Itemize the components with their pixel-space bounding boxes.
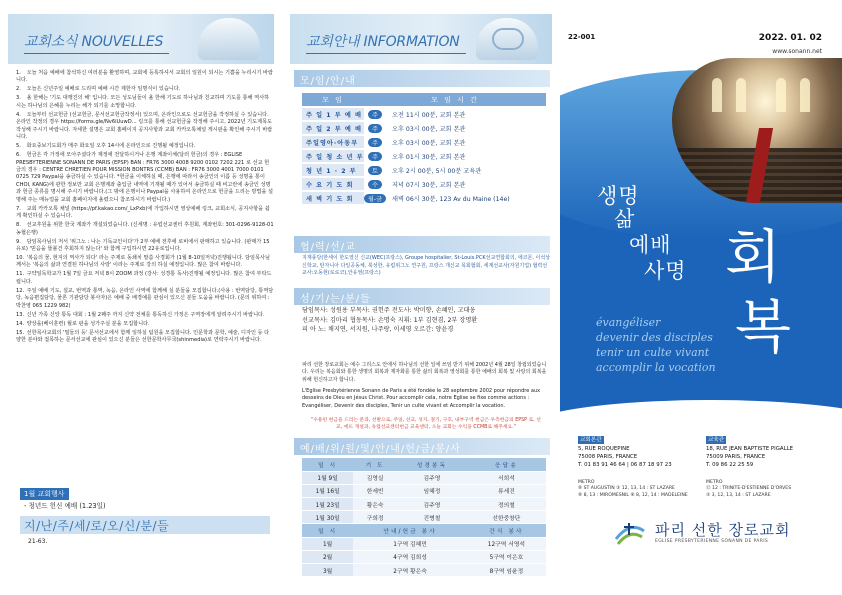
duty-cell: 류세진 [467, 484, 546, 497]
motto-line: accomplir la vocation [596, 360, 716, 374]
services-table [302, 91, 546, 206]
notice-text: 올 한해는 '기도 대행진의 해' 입니다. 모든 성도님들이 올 한해 기도로 하나님과 친교하며 기도를 통해 역사하시는 하나님의 은혜를 누리는 해가 되기를 소망합니다. [16, 95, 270, 109]
staff-header [294, 288, 550, 305]
notice-number: 7. [16, 205, 21, 212]
metro-line: METRO [578, 479, 595, 485]
issue-date: 2022. 01. 02 [758, 33, 822, 43]
staff-line: 선교목사: 김마리 협동목사: 손명숙 지휘: 1부 김현겸, 2부 장명환 [302, 316, 478, 324]
service-name: 주 일 1 부 예 배 [302, 108, 364, 120]
notice-item [16, 95, 274, 110]
notice-text: 주일 예배 기도, 설교, 번역과 통역, 녹음, 온라인 사역에 함께해 실 분들을 모집합니다.(사용 : 번역담당, 통역담당, 녹음편집담당, 물론 기관담당 봉사자)은 예배 중 배경예를 관심이 있으신 분들 도움을 바랍니다. (문의 위하여 : 박찬영 065 1229 982) [16, 287, 274, 309]
duty-header-cell: 성경봉독 [397, 458, 467, 471]
service-row [302, 122, 546, 134]
service-name: 주 일 2 부 예 배 [302, 122, 364, 134]
duty-row [302, 471, 546, 484]
duty-cell: 김영실 [353, 471, 397, 484]
duty-cell: 1월 23일 [302, 498, 353, 511]
duty-header-cell: 일 시 [302, 458, 353, 471]
church-logo-icon [612, 517, 648, 549]
duty-cell: 2월 [302, 550, 353, 563]
notice-number: 3. [16, 95, 21, 102]
duty-header-row-2 [302, 524, 546, 537]
duty-cell: 정의철 [467, 498, 546, 511]
service-row [302, 108, 546, 120]
service-row [302, 178, 546, 190]
duty-table [302, 458, 546, 577]
book-icon [198, 18, 260, 60]
duty-cell: 서희석 [467, 471, 546, 484]
notice-text: 헌금은 각 가정에 모아주셨다가 제정에 전달하시거나 은행 계좌이체(달러 헌금)의 경우 : EGLISE PRESBYTERIENNE SONANN DE PARIS (EPSP) BAN : FR76 3000 4008 9200 0102 7202 221 로 선교 헌금의 경우 : CENTRE CHRETIEN POUR MISSION BONTRS (CCMB) BAN : FR76 3000 4001 7000 0101 0725 729 Paypal을 송금하실 수 있습니다. *헌금을 이체하실 때, 은행에 따라서 송금인의 이름 등 성명을 통이 CHOI, KANG)에 관한 정보만 교회 은행계좌 출입금 내역에 기재될 때가 있어서 송금하실 때 비고란에 송금인 성명과 헌금 종류를 명시해 주시기 바랍니다.(그 밖에 은행이나 Paypal을 사용하여 온라인으로 헌금을 드리는 방법을 설명해 주는 매뉴얼을 교회 홈페이지에 올렸으니 참조하시기 바랍니다.) [16, 152, 273, 203]
duty-cell: 1월 9일 [302, 471, 353, 484]
notice-text: 선한목사교회의 '밀들의 등' 문서선교에서 함께 일하실 팀원을 모집합니다. 인문학과 문학, 예술, 디자인 등 다양한 분야와 접목하는 문서선교에 관심이 있으신 분들은 선한문학사무국(shinmedia)로 연락주시기 바랍니다. [16, 329, 270, 344]
notice-item [16, 70, 274, 85]
notice-item [16, 288, 274, 310]
mission-text: 지재풍당(한세이 한도열신 신교(WEC)프랑스), Groupe hospitalier, St-Louis.PCK선교연합회의, 에코몬, 이석상 신학교, 탄자니아 다일공동체, 북성한, 유럽위그노 연구원, 프랑스 개신교 목회협회, 세계선교사(자원기업) 협력선교사:오동현(로로코),안유영(프랑스) [302, 255, 550, 276]
staff-title: 섬/기/는/분/들 [300, 294, 371, 305]
address-main-line: T. 01 83 91 46 64 | 06 87 18 97 23 [578, 461, 672, 468]
notice-number: 12. [16, 287, 25, 294]
duty-header [294, 438, 550, 455]
notice-text: '복음의 물, 현지의 역사가 되다' 라는 주제로 동쇄치 말씀 사경회가 (1월 8-10일저녁)진행됩니다. 담임목사님께서는 '복음의 삶과 연결된 하나님의 사랑' 이라는 주제로 강의 하실 예정입니다. 많은 참여 바랍니다. [16, 255, 270, 269]
notice-item [16, 312, 274, 319]
duty-cell: 임혜정 [397, 484, 467, 497]
mission-title: 협/력/선/교 [300, 242, 356, 253]
news-title: 교회소식 NOUVELLES [24, 31, 163, 51]
notice-list [16, 70, 274, 346]
metro-line: ⑨ ST AUGUSTIN ③ 12, 13, 14 : ST LAZARE [578, 486, 675, 492]
duty-cell: 황은숙 [353, 498, 397, 511]
metro-line: ⑫ 12 : TRINITE-D'ESTIENNE D'ORVES [706, 486, 792, 492]
duty-cell: 선한중창단 [467, 511, 546, 524]
notice-number: 6. [16, 152, 21, 159]
notice-text: 오늘은 신년주일 예배로 드리며 예배 시간 제한자 임명식이 있습니다. [25, 86, 181, 93]
notice-text: 양상을(베이훈련) 월로 판을 성가주실 분을 모집합니다. [25, 320, 150, 327]
duty-cell: 8구역 임윤정 [467, 564, 546, 577]
address-education-line: 18, RUE JEAN BAPTISTE PIGALLE [706, 446, 793, 453]
metro-line: METRO [706, 479, 723, 485]
duty-cell: 구희정 [353, 511, 397, 524]
info-title: 교회안내 INFORMATION [306, 31, 460, 51]
service-time: 새벽 06시 30분, 123 Av du Maine (14e) [392, 195, 510, 203]
notice-number: 8. [16, 222, 21, 229]
address-main-metro [578, 480, 710, 500]
notice-item [16, 152, 274, 204]
service-row [302, 192, 546, 204]
address-education-line: T. 09 86 22 25 59 [706, 461, 754, 468]
notice-number: 10. [16, 255, 25, 262]
duty-header-cell: 기 도 [353, 458, 397, 471]
notice-number: 15. [16, 329, 25, 336]
service-day-badge: 토 [368, 166, 382, 175]
staff-list [302, 306, 550, 335]
duty-row [302, 498, 546, 511]
notice-text: 선교후원을 위한 한국 계좌가 개설되었습니다. (신세명 : 유럽선교센터 후원회, 계좌번호: 301-0296-9128-01 농협은행) [16, 222, 274, 236]
notice-item [16, 271, 274, 286]
service-row [302, 150, 546, 162]
info-panel [282, 0, 560, 595]
slogan-life: 생명 [597, 184, 640, 208]
duty-header-cell: 안내/헌금 봉사 [353, 524, 467, 537]
service-time: 오전 11시 00분, 교회 본관 [392, 111, 466, 119]
service-time: 오후 03시 00분, 교회 본관 [392, 139, 466, 147]
duty-title: 예/배/위/원/및/안/내/헌/금/봉/사 [300, 444, 461, 455]
offering-note: "수용된 헌금을 드리는 분과, 선발으로, 주일, 선교, 성지, 절기, 구호, 내부구역 헌금은 우측헌금의 EPSP 로, 선교, 에뜨 개설과, 유럽선교센터헌금 교육센터, 오늘 교회는 수익을 CCMB로 해주세요." [311, 418, 541, 430]
notice-item [16, 143, 274, 150]
duty-header-row [302, 458, 546, 471]
notice-text: 오늘부터 선교헌금 (선교헌금, 문서선교헌금작정서) 있으며, 온라인으로도 선교헌금을 작정하실 수 있습니다. 온라인 작정의 경우 https://forms.gle/Nv6iUuwD... 링크를 통해 선교헌금을 작정해 주시고, 2022년 기도제목도 작성해 주시기 바랍니다. 자세한 설명은 교회 홈페이지 공지사항과 교회 카카오톡채널 게시판을 확인해 주시기 바랍니다. [16, 111, 273, 141]
french-motto [596, 316, 716, 375]
staff-line: 담임목사: 성원용 부목사: 권헌주 전도사: 박미향, 손혜인, 고대웅 [302, 307, 476, 314]
issue-number: 22-001 [568, 33, 596, 41]
address-education-label: 교육관 [708, 437, 725, 443]
notice-number: 1. [16, 70, 21, 76]
notice-text: 신년 가족 신앙 통독 대회 : 1월 2째주 까지 신약 전체를 통독하신 가정은 구역장에게 알려주시기 바랍니다. [25, 311, 265, 318]
service-day [364, 136, 386, 148]
duty-row-2 [302, 550, 546, 563]
duty-cell: 5구역 이은호 [467, 550, 546, 563]
services-col-name: 모 임 [302, 93, 364, 106]
duty-cell: 3월 [302, 564, 353, 577]
duty-header-cell: 일 시 [302, 524, 353, 537]
website: www.sonann.net [772, 48, 822, 55]
notice-item [16, 321, 274, 328]
notice-number: 13. [16, 311, 25, 318]
address-main-label: 교회본관 [580, 437, 602, 443]
info-header [290, 14, 552, 64]
motto-line: évangéliser [596, 316, 661, 329]
duty-cell: 진병철 [397, 511, 467, 524]
notice-item [16, 112, 274, 142]
event-label: 1월 교회행사 [20, 488, 69, 500]
notice-number: 2. [16, 86, 21, 93]
address-education-line: 75009 PARIS, FRANCE [706, 453, 766, 460]
notice-text: 담임목사님의 저서 '위그노 : 나는 기독교인이다'가 2부 예배 전후에 로비에서 판매하고 있습니다. (판매가 15유로) '믿음을 뜰볼건 후회하지 않는다' 와 함께 구입하시면 22유로입니다. [16, 238, 270, 253]
address-main-line: 75008 PARIS, FRANCE [578, 453, 638, 460]
service-day [364, 108, 386, 120]
motto-line: devenir des disciples [596, 330, 713, 344]
duty-row-2 [302, 564, 546, 577]
notice-number: 9. [16, 238, 21, 245]
slogan-worship: 예배 [629, 233, 672, 257]
news-header [8, 14, 274, 64]
service-row [302, 164, 546, 176]
service-day [364, 150, 386, 162]
notice-number: 14. [16, 320, 25, 327]
metro-line: ⑨ 8, 13 : MIROMESNIL ⑧ 8, 12, 14 : MADELEINE [578, 492, 688, 498]
duty-cell: 한세빈 [353, 484, 397, 497]
duty-cell: 12구역 서영석 [467, 537, 546, 550]
duty-row [302, 484, 546, 497]
motto-line: tenir un culte vivant [596, 345, 710, 359]
history-french: L'Eglise Presbytérienne Sonann de Paris a été fondée le 28 septembre 2002 pour répondre aux desseins de Dieu en Jésus Christ. Pour accomplir cela, notre Eglise se fixe comme actions : Evangéliser, Devenir des disciples, Tenir un culte vivant et Accomplir la vocation. [302, 388, 541, 409]
service-time: 저녁 07시 30분, 교회 본관 [392, 181, 466, 189]
notice-item [16, 239, 274, 254]
service-day-badge: 주 [368, 138, 382, 147]
staff-line: 피 아 노: 채지연, 서지원, 나주랑, 이세영 오르간: 양윤경 [302, 326, 454, 334]
notice-text: 구약일독학교가 1월 7일 금요 저녁 8시 ZOOM 과정 (강사: 성경통 독사)진행될 예정입니다. 많은 참여 부탁드립니다. [16, 271, 272, 285]
metro-line: ③ 3, 12, 13, 14 : ST LAZARE [706, 492, 771, 498]
address-main-line: 5, RUE ROQUEPINE [578, 446, 630, 453]
duty-row-2 [302, 537, 546, 550]
title-char-2: 복 [735, 293, 792, 361]
slogan-mission: 사명 [644, 259, 687, 283]
service-time: 오후 03시 00분, 교회 본관 [392, 125, 466, 133]
services-title: 모/임/안/내 [300, 76, 356, 87]
services-header [294, 70, 550, 87]
duty-cell: 김주영 [397, 471, 467, 484]
visitors-title: 지/난/주/세/로/오/신/분/들 [24, 519, 170, 533]
service-day [364, 192, 386, 204]
service-name: 주일영아·아동부 [302, 136, 364, 148]
service-day [364, 178, 386, 190]
service-day-badge: 월-금 [364, 194, 386, 203]
notice-number: 4. [16, 111, 21, 118]
service-day-badge: 수 [368, 180, 382, 189]
duty-cell: 2구역 황은숙 [353, 564, 467, 577]
notice-text: 오늘 처음 예배에 참석하신 여러분을 환영하며, 교회에 등록하셔서 교회의 일원이 되시는 기쁨을 누리시기 바랍니다. [16, 70, 273, 84]
visitors-header [20, 516, 270, 534]
notice-text: 화요중보기도회가 매주 화요일 오후 14시에 온라인으로 진행될 예정입니다. [25, 143, 196, 150]
address-education-metro [706, 480, 838, 500]
service-row [302, 136, 546, 148]
history-korean: 파리 선한 장로교회는 예수 그리스도 안에서 하나님의 선한 일에 쓰임 받기 위해 2002년 4월 28일 창립되었습니다. 우리는 복음회와 통한 생명의 회복과 제자화를 통한 삶의 회복과 영성회를 통한 예배의 회복 및 사랑의 회복을 위해 헌신하고자 합니다. [302, 362, 547, 383]
event-item: - 청년드 헌신 예배 (1.23일) [24, 502, 106, 510]
duty-cell: 1월 [302, 537, 353, 550]
address-education [706, 436, 838, 500]
visitors-body: 21-63. [28, 538, 48, 545]
service-day-badge: 주 [368, 152, 382, 161]
service-day-badge: 주 [368, 110, 382, 119]
service-time: 오후 01시 30분, 교회 본관 [392, 153, 466, 161]
service-name: 주 일 청 소 년 부 [302, 150, 364, 162]
church-photo [672, 58, 842, 203]
leaf-icon [492, 28, 524, 50]
notice-item [16, 86, 274, 93]
church-name-french: EGLISE PRESBYTERIENNE SONANN DE PARIS [655, 539, 769, 544]
title-char-1: 회 [725, 223, 784, 291]
duty-row [302, 511, 546, 524]
service-day [364, 164, 386, 176]
notice-text: 교회 카카오톡 채널 (https://pf.kakao.com/_LxPxb)에 가입하시면 영상예배 링크, 교회소식, 공지사항을 쉽게 확인하실 수 있습니다. [16, 205, 270, 220]
duty-header-cell: 간식 봉사 [467, 524, 546, 537]
service-day [364, 122, 386, 134]
slogan-living: 삶 [614, 207, 636, 231]
mission-header [294, 236, 550, 253]
notice-item [16, 330, 274, 345]
duty-cell: 1월 16일 [302, 484, 353, 497]
address-main [578, 436, 710, 500]
duty-header-cell: 응답송 [467, 458, 546, 471]
service-name: 청 년 1 · 2 부 [302, 164, 364, 176]
church-name-korean: 파리 선한 장로교회 [655, 521, 791, 539]
service-name: 수 요 기 도 회 [302, 178, 364, 190]
cover-panel [560, 0, 842, 595]
services-col-time: 모 임 시 간 [364, 93, 546, 106]
duty-cell: 김주영 [397, 498, 467, 511]
notice-item [16, 222, 274, 237]
service-time: 오후 2시 00분, 5시 00분 교육관 [392, 167, 482, 175]
duty-cell: 1월 30일 [302, 511, 353, 524]
duty-cell: 4구역 김희성 [353, 550, 467, 563]
notice-number: 5. [16, 143, 21, 150]
news-panel [0, 0, 282, 595]
service-day-badge: 주 [368, 124, 382, 133]
duty-cell: 1구역 김혜민 [353, 537, 467, 550]
notice-number: 11. [16, 271, 25, 278]
notice-item [16, 206, 274, 221]
notice-item [16, 255, 274, 270]
service-name: 새 벽 기 도 회 [302, 192, 364, 204]
